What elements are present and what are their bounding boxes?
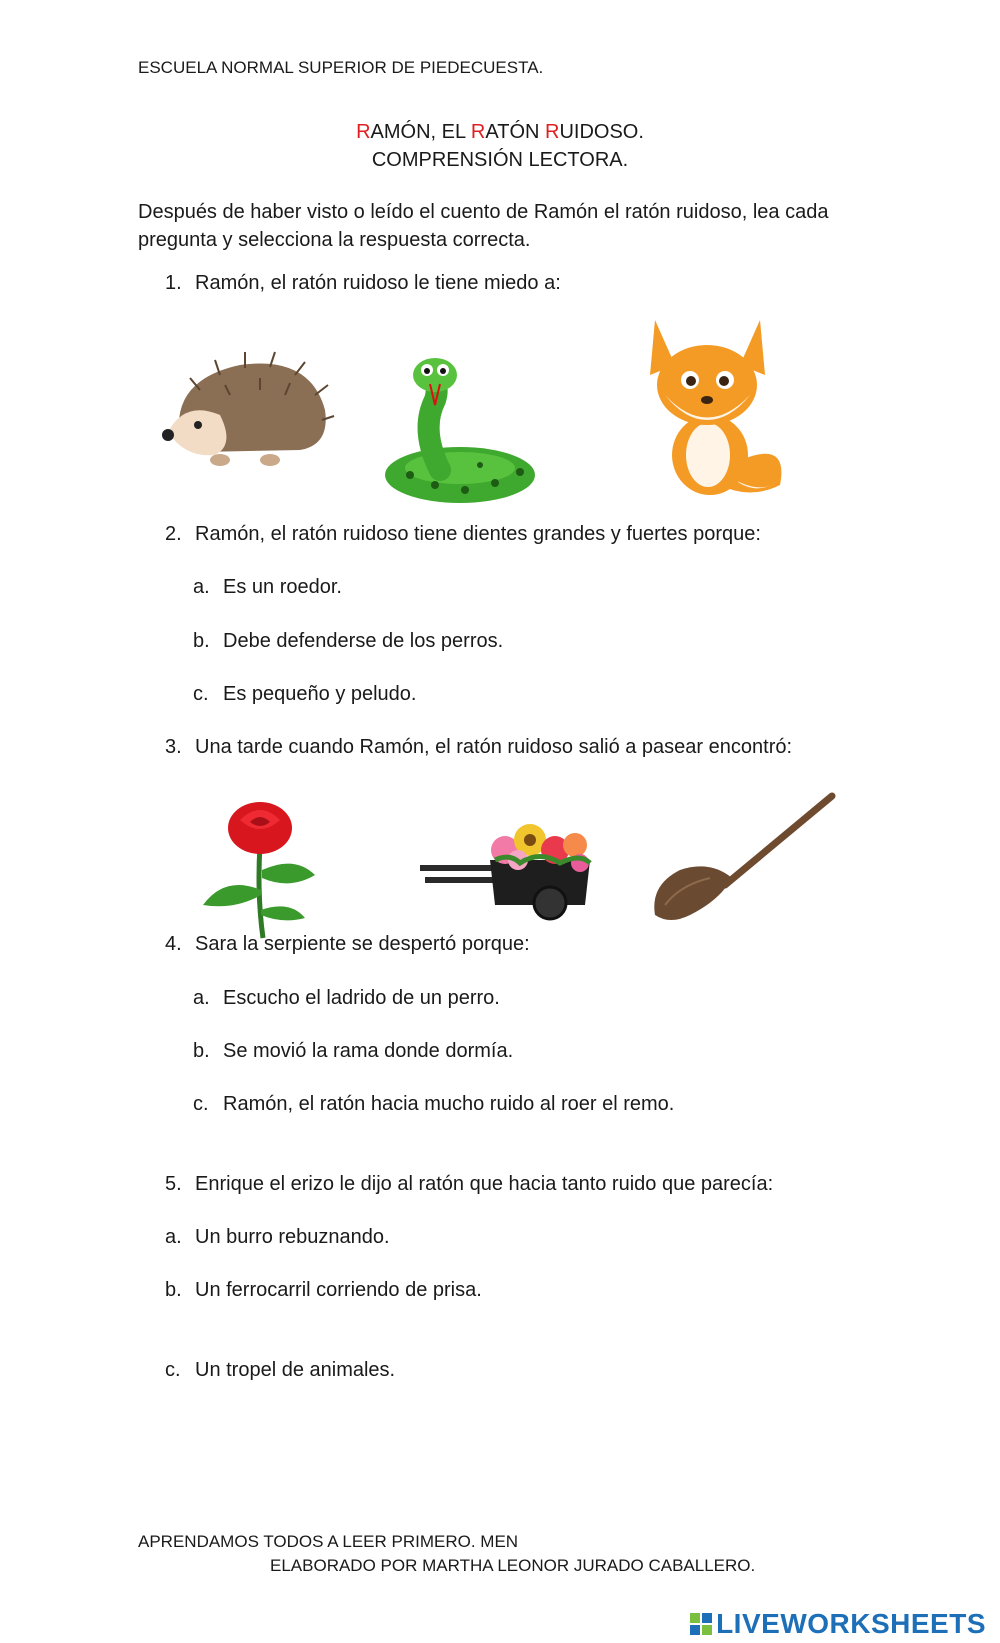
option-5a[interactable] [165, 1226, 390, 1249]
question-4 [165, 933, 530, 956]
option-text: Se movió la rama donde dormía. [223, 1040, 514, 1062]
page-title [0, 118, 1000, 174]
question-text: Una tarde cuando Ramón, el ratón ruidoso salió a pasear encontró: [195, 736, 793, 758]
hedgehog-image[interactable] [160, 340, 335, 480]
question-text: Sara la serpiente se despertó porque: [195, 933, 530, 955]
question-number: 4. [165, 933, 182, 955]
option-5c[interactable] [165, 1359, 395, 1382]
option-4a[interactable] [193, 987, 500, 1010]
question-text: Ramón, el ratón ruidoso le tiene miedo a: [195, 272, 561, 294]
option-text: Un ferrocarril corriendo de prisa. [195, 1279, 482, 1301]
title-part-2: ATÓN [485, 121, 546, 143]
option-letter: c. [193, 683, 209, 705]
title-part-1: AMÓN, EL [370, 121, 471, 143]
question-number: 3. [165, 736, 182, 758]
fox-image[interactable] [640, 315, 795, 500]
footer-line-1: APRENDAMOS TODOS A LEER PRIMERO. MEN [138, 1532, 519, 1551]
snake-image[interactable] [380, 350, 540, 510]
option-letter: b. [165, 1279, 182, 1301]
option-text: Escucho el ladrido de un perro. [223, 987, 500, 1009]
question-text: Enrique el erizo le dijo al ratón que hacia tanto ruido que parecía: [195, 1173, 774, 1195]
question-number: 1. [165, 272, 182, 294]
option-text: Un burro rebuznando. [195, 1226, 390, 1248]
title-line-1 [0, 118, 1000, 146]
liveworksheets-logo-icon [690, 1613, 712, 1635]
option-2a[interactable] [193, 576, 342, 599]
option-text: Es un roedor. [223, 576, 342, 598]
title-letter-r3: R [545, 121, 560, 143]
option-letter: a. [193, 576, 210, 598]
option-letter: a. [165, 1226, 182, 1248]
option-2b[interactable] [193, 630, 503, 653]
option-letter: c. [193, 1093, 209, 1115]
option-letter: a. [193, 987, 210, 1009]
school-name: ESCUELA NORMAL SUPERIOR DE PIEDECUESTA. [138, 58, 544, 77]
question-2 [165, 523, 761, 546]
footer-author: ELABORADO POR MARTHA LEONOR JURADO CABALLERO. [270, 1556, 756, 1575]
question-5 [165, 1173, 773, 1196]
option-4b[interactable] [193, 1040, 513, 1063]
flower-cart-image[interactable] [420, 805, 605, 925]
option-letter: c. [165, 1359, 181, 1381]
option-letter: b. [193, 1040, 210, 1062]
option-text: Ramón, el ratón hacia mucho ruido al roer el remo. [223, 1093, 675, 1115]
title-part-3: UIDOSO. [559, 121, 644, 143]
option-5b[interactable] [165, 1279, 482, 1302]
option-text: Debe defenderse de los perros. [223, 630, 504, 652]
rose-image[interactable] [195, 800, 320, 940]
brand-watermark[interactable] [690, 1608, 986, 1640]
question-3 [165, 736, 792, 759]
option-2c[interactable] [193, 683, 417, 706]
title-letter-r2: R [470, 121, 486, 143]
option-letter: b. [193, 630, 210, 652]
question-number: 5. [165, 1173, 182, 1195]
instructions: Después de haber visto o leído el cuento de Ramón el ratón ruidoso, lea cada pregunta y selecciona la respuesta correcta. [138, 201, 829, 251]
question-text: Ramón, el ratón ruidoso tiene dientes grandes y fuertes porque: [195, 523, 761, 545]
option-4c[interactable] [193, 1093, 674, 1116]
option-text: Es pequeño y peludo. [223, 683, 417, 705]
brand-name: LIVEWORKSHEETS [716, 1608, 986, 1639]
oar-image[interactable] [650, 790, 840, 930]
question-1 [165, 272, 561, 295]
title-line-2: COMPRENSIÓN LECTORA. [371, 149, 629, 171]
question-number: 2. [165, 523, 182, 545]
title-letter-r1: R [356, 121, 371, 143]
option-text: Un tropel de animales. [195, 1359, 396, 1381]
